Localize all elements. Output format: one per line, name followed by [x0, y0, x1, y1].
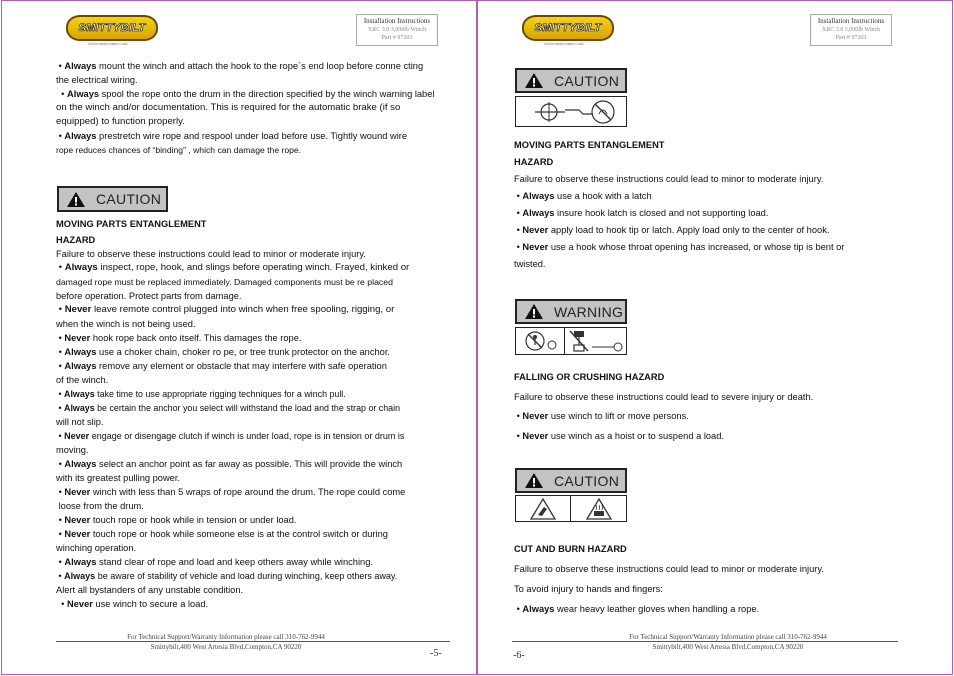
text-line: with its greatest pulling power. [56, 473, 181, 483]
warning-triangle-icon [66, 191, 86, 208]
hook-hazard-pictogram [515, 96, 627, 127]
text-line: rope reduces chances of “binding” , which can damage the rope. [56, 145, 302, 155]
no-lifting-persons-icon [516, 328, 565, 354]
footer [56, 632, 396, 652]
page-number: -6- [513, 650, 525, 661]
page-5 [1, 0, 477, 675]
warning-triangle-icon [524, 72, 544, 89]
text-line: • Never use a hook whose throat opening has increased, or whose tip is bent or [514, 242, 845, 252]
section-title: MOVING PARTS ENTANGLEMENT [56, 219, 207, 229]
falling-hazard-pictograms [515, 327, 627, 355]
text-line: equipped) to function properly. [56, 116, 185, 127]
footer-address: Smittybilt,400 West Artesia Blvd,Compton,CA 90220 [150, 643, 302, 651]
section-subtitle: HAZARD [514, 157, 554, 167]
warning-triangle-icon [524, 472, 544, 489]
caution-label: CAUTION [554, 472, 620, 489]
footer-support: For Technical Support/Warranty Information please call 310-762-9944 [127, 633, 325, 641]
text-line: • Always use a hook with a latch [514, 191, 652, 201]
text-line: Failure to observe these instructions could lead to minor or moderate injury. [56, 249, 366, 259]
text-line: • Never engage or disengage clutch if winch is under load, rope is in tension or drum is [56, 431, 405, 441]
text-line: • Never touch rope or hook while in tension or under load. [56, 515, 297, 525]
text-line: Failure to observe these instructions could lead to minor to moderate injury. [514, 174, 824, 184]
text-line: will not slip. [56, 417, 104, 427]
intro-text [56, 59, 466, 157]
warning-label: WARNING [554, 303, 624, 320]
footer [558, 632, 898, 652]
text-line: moving. [56, 445, 89, 455]
text-line: • Never apply load to hook tip or latch. Apply load only to the center of hook. [514, 225, 830, 235]
text-line: • Always be certain the anchor you select will withstand the load and the strap or chain [56, 403, 401, 413]
burn-hazard-icon [571, 496, 626, 521]
moving-parts-section [514, 138, 924, 273]
text-line: • Always spool the rope onto the drum in the direction specified by the winch warning label [56, 89, 435, 99]
text-line: • Always inspect, rope, hook, and slings before operating winch. Frayed, kinked or [56, 262, 410, 273]
text-line: • Never leave remote control plugged into winch when free spooling, rigging, or [56, 304, 395, 315]
hook-hand-icon [516, 97, 626, 126]
text-line: • Never use winch to secure a load. [56, 599, 209, 609]
text-line: • Always be aware of stability of vehicle and load during winching, keep others away. [56, 571, 398, 581]
logo-url: WWW.SMITTYBILT.COM [88, 42, 128, 46]
text-line: • Always insure hook latch is closed and not supporting load. [514, 208, 769, 218]
footer-address: Smittybilt,400 West Artesia Blvd,Compton,CA 90220 [652, 643, 804, 651]
text-line: loose from the drum. [58, 501, 144, 511]
install-title: Installation Instructions [817, 17, 885, 25]
no-hoisting-icon [565, 328, 626, 354]
section-title: FALLING OR CRUSHING HAZARD [514, 372, 665, 382]
text-line: Failure to observe these instructions could lead to minor or moderate injury. [514, 564, 824, 574]
smittybilt-logo: SMITTYBILT [66, 15, 158, 41]
install-part: Part # 97203 [381, 35, 413, 41]
cut-hazard-icon [516, 496, 571, 521]
section-title: CUT AND BURN HAZARD [514, 544, 627, 554]
warning-banner [515, 299, 627, 324]
text-line: the electrical wiring. [56, 75, 138, 85]
logo-url: WWW.SMITTYBILT.COM [544, 42, 584, 46]
install-header-box [356, 14, 438, 46]
footer-support: For Technical Support/Warranty Information please call 310-762-9944 [629, 633, 827, 641]
text-line: • Always take time to use appropriate rigging techniques for a winch pull. [56, 389, 346, 399]
text-line: • Always stand clear of rope and load and keep others away while winching. [56, 557, 373, 567]
smittybilt-logo: SMITTYBILT [522, 15, 614, 41]
caution-banner-2 [515, 468, 627, 493]
text-line: • Never hook rope back onto itself. This damages the rope. [56, 333, 302, 343]
text-line: • Always mount the winch and attach the hook to the rope`s end loop before conne cting [56, 61, 424, 71]
text-line: of the winch. [56, 375, 109, 385]
text-line: To avoid injury to hands and fingers: [514, 584, 663, 594]
caution-label: CAUTION [96, 191, 162, 207]
falling-hazard-section [514, 368, 924, 446]
install-model: XRC 3.0 3,000lb Winch [821, 27, 881, 33]
text-line: • Always remove any element or obstacle that may interfere with safe operation [56, 361, 387, 371]
text-line: • Never use winch to lift or move persons. [514, 411, 689, 421]
text-line: • Always select an anchor point as far away as possible. This will provide the winch [56, 459, 403, 469]
text-line: • Never winch with less than 5 wraps of rope around the drum. The rope could come [56, 487, 406, 497]
text-line: • Never touch rope or hook while someone else is at the control switch or during [56, 529, 388, 539]
section-subtitle: HAZARD [56, 235, 96, 245]
cut-burn-pictograms [515, 495, 627, 522]
cut-burn-section [514, 539, 924, 619]
caution-banner [515, 68, 627, 93]
caution-banner [57, 186, 168, 212]
text-line: Failure to observe these instructions could lead to severe injury or death. [514, 391, 814, 402]
text-line: on the winch and/or documentation. This is required for the automatic brake (if so [56, 102, 401, 113]
text-line: • Always wear heavy leather gloves when handling a rope. [514, 604, 760, 614]
warning-triangle-icon [524, 303, 544, 320]
text-line: damaged rope must be replaced immediately. Damaged components must be re placed [56, 277, 393, 287]
text-line: when the winch is not being used. [56, 319, 196, 329]
caution-label: CAUTION [554, 72, 620, 89]
section-title: MOVING PARTS ENTANGLEMENT [514, 140, 665, 150]
install-title: Installation Instructions [363, 17, 431, 25]
page-6 [477, 0, 953, 675]
text-line: Alert all bystanders of any unstable condition. [56, 585, 244, 595]
install-model: XRC 3.0 3,000lb Winch [367, 27, 427, 33]
install-header-box [810, 14, 892, 46]
text-line: • Never use winch as a hoist or to suspend a load. [514, 430, 724, 441]
page-number: -5- [430, 648, 442, 659]
text-line: before operation. Protect parts from damage. [56, 291, 242, 301]
text-line: • Always use a choker chain, choker ro pe, or tree trunk protector on the anchor. [56, 347, 391, 357]
moving-parts-section [56, 217, 466, 611]
text-line: winching operation. [56, 543, 137, 553]
text-line: twisted. [514, 259, 546, 269]
text-line: • Always prestretch wire rope and respool under load before use. Tightly wound wire [56, 131, 408, 141]
install-part: Part # 97203 [835, 35, 867, 41]
